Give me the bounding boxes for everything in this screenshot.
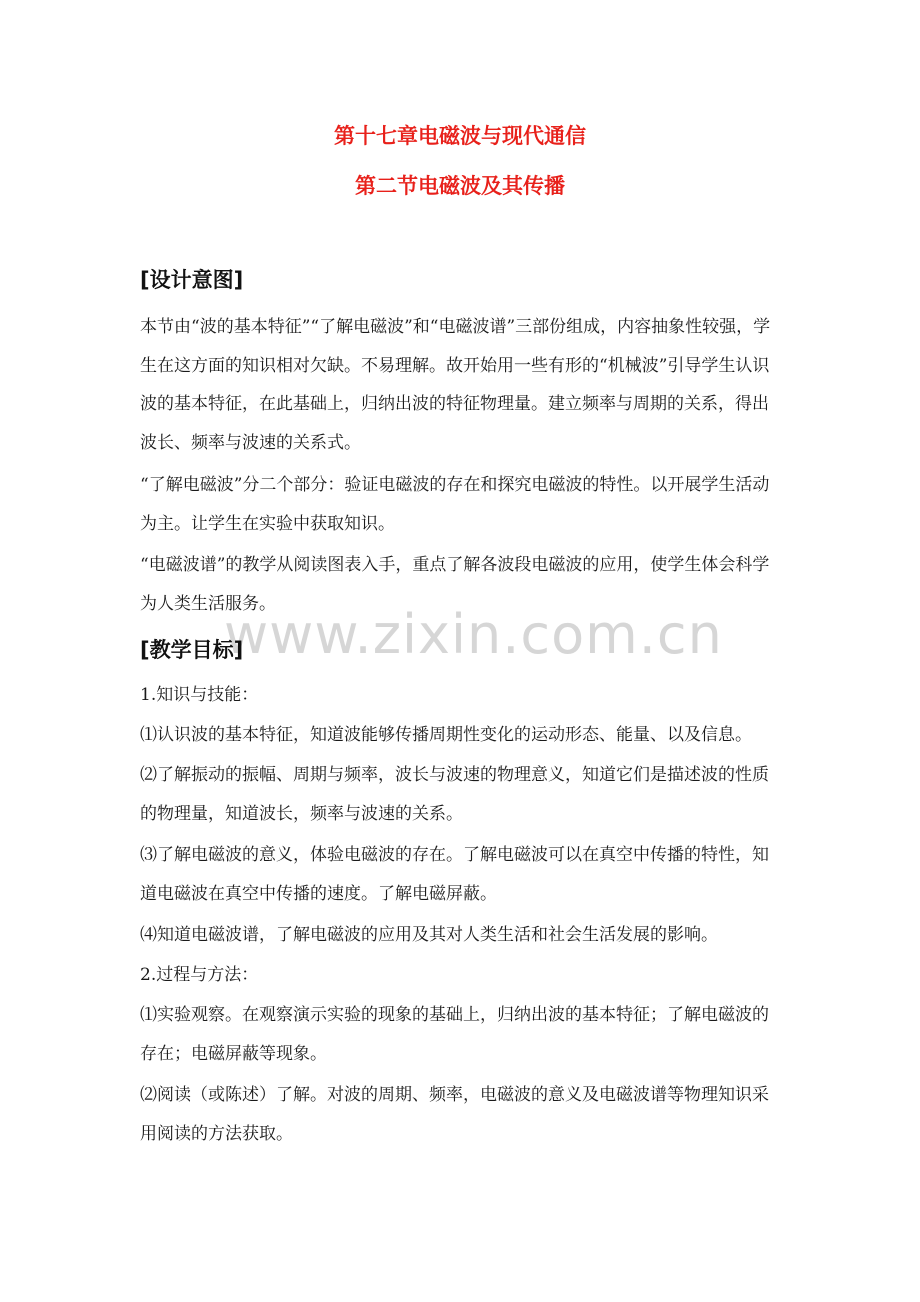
goal-item-4: ⑷知道电磁波谱，了解电磁波的应用及其对人类生活和社会生活发展的影响。	[140, 925, 718, 945]
section-title: 第二节电磁波及其传播	[355, 174, 565, 198]
teaching-goals-heading: [教学目标]	[140, 638, 244, 662]
goal-item-2: ⑵了解振动的振幅、周期与频率，波长与波速的物理意义，知道它们是描述波的性质的物理量，知道波长，频率与波速的关系。	[140, 765, 769, 824]
subsection-knowledge: 1.知识与技能：	[140, 685, 259, 705]
paragraph-intro: 本节由“波的基本特征”“了解电磁波”和“电磁波谱”三部份组成，内容抽象性较强，学生在这方面的知识相对欠缺。不易理解。故开始用一些有形的“机械波”引导学生认识波的基本特征，在此基础上，归纳出波的特征物理量。建立频率与周期的关系，得出波长、频率与波速的关系式。	[140, 317, 771, 453]
goal-item-3: ⑶了解电磁波的意义，体验电磁波的存在。了解电磁波可以在真空中传播的特性，知道电磁波在真空中传播的速度。了解电磁屏蔽。	[140, 845, 769, 904]
chapter-title: 第十七章电磁波与现代通信	[334, 124, 586, 148]
watermark: www.zixin.com.cn	[224, 603, 723, 666]
goal-item-1: ⑴认识波的基本特征，知道波能够传播周期性变化的运动形态、能量、以及信息。	[140, 725, 752, 745]
paragraph-spectrum: “电磁波谱”的教学从阅读图表入手，重点了解各波段电磁波的应用，使学生体会科学为人类生活服务。	[140, 555, 770, 614]
paragraph-em-wave: “了解电磁波”分二个部分：验证电磁波的存在和探究电磁波的特性。以开展学生活动为主。让学生在实验中获取知识。	[140, 475, 770, 534]
design-intent-heading: [设计意图]	[140, 268, 244, 292]
method-item-1: ⑴实验观察。在观察演示实验的现象的基础上，归纳出波的基本特征；了解电磁波的存在；电磁屏蔽等现象。	[140, 1005, 769, 1064]
subsection-process: 2.过程与方法：	[140, 965, 259, 985]
method-item-2: ⑵阅读（或陈述）了解。对波的周期、频率，电磁波的意义及电磁波谱等物理知识采用阅读的方法获取。	[140, 1085, 769, 1144]
